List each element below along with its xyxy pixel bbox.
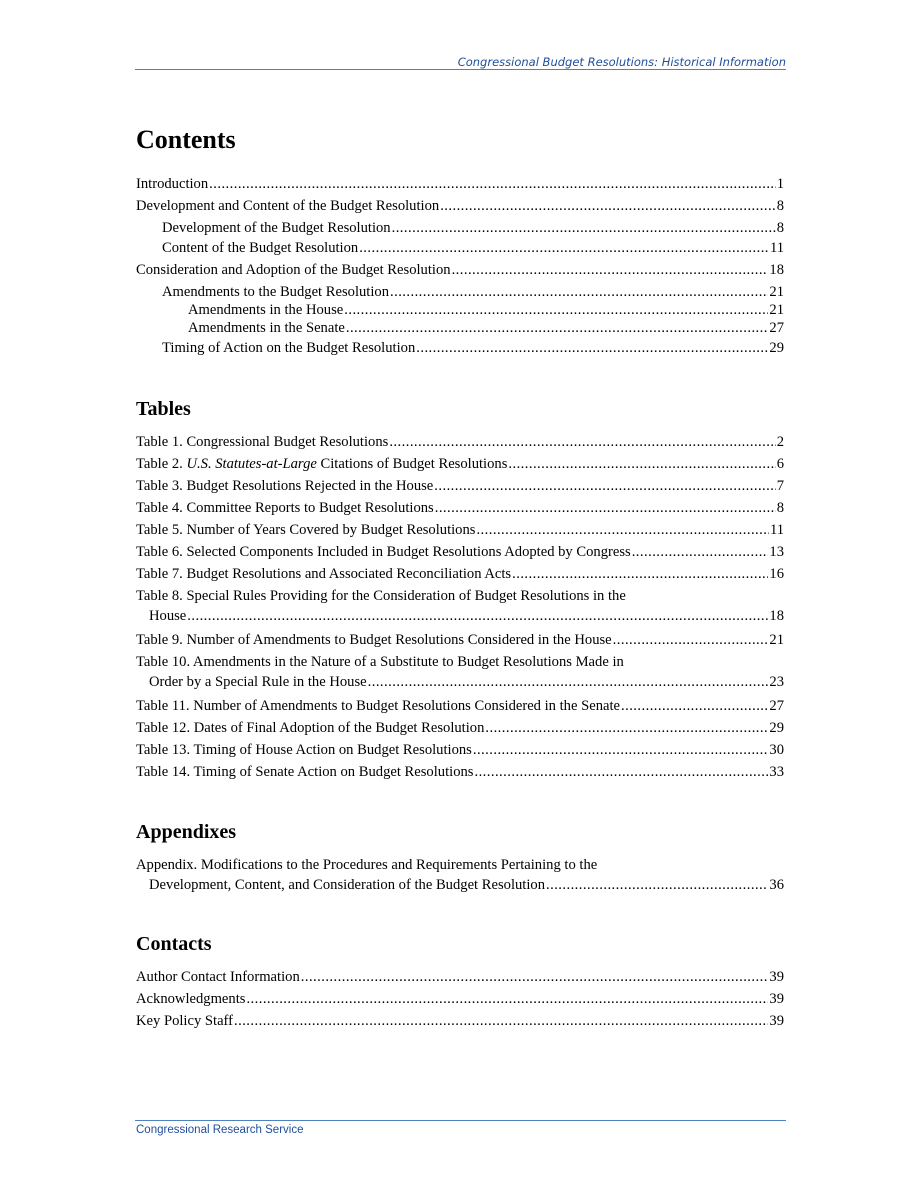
toc-entry-page: 8 [776,220,784,236]
toc-entry-text: Key Policy Staff [136,1013,234,1029]
tables-heading: Tables [136,398,191,420]
toc-entry-text: Appendix. Modifications to the Procedures and Requirements Pertaining to the [136,857,598,873]
toc-entry-text: Consideration and Adoption of the Budget Resolution [136,262,451,278]
toc-entry-text: Table 4. Committee Reports to Budget Resolutions [136,500,434,516]
toc-entry-table-10[interactable] [136,652,784,694]
toc-entry-text: Development of the Budget Resolution [162,220,391,236]
toc-entry-table-11[interactable] [136,696,784,718]
toc-entry-development[interactable] [136,218,784,238]
toc-entry-page: 18 [769,608,784,624]
contents-heading: Contents [136,125,236,154]
toc-entry-page: 21 [769,284,784,300]
toc-entry-page: 27 [769,698,784,714]
toc-entry-page: 8 [776,500,784,516]
toc-entry-text: Table 12. Dates of Final Adoption of the Budget Resolution [136,720,485,736]
toc-entry-introduction[interactable] [136,174,784,196]
header-rule [135,69,786,70]
toc-entry-page: 16 [769,566,784,582]
tables-list [136,432,784,784]
toc-entry-amendments-house[interactable] [136,301,784,319]
toc-entry-text: Table 7. Budget Resolutions and Associated Reconciliation Acts [136,566,512,582]
toc-entry-development-and-content[interactable] [136,196,784,218]
toc-entry-table-13[interactable] [136,740,784,762]
toc-entry-text: Table 2. U.S. Statutes-at-Large Citations of Budget Resolutions [136,456,508,472]
toc-entry-page: 21 [769,302,784,318]
toc-entry-text: Table 6. Selected Components Included in Budget Resolutions Adopted by Congress [136,544,631,560]
toc-entry-page: 2 [776,434,784,450]
toc-entry-page: 1 [776,176,784,192]
toc-entry-text: Table 10. Amendments in the Nature of a Substitute to Budget Resolutions Made in [136,654,624,670]
toc-entry-page: 11 [769,240,784,256]
running-header: Congressional Budget Resolutions: Historical Information [457,55,786,69]
toc-entry-page: 13 [769,544,784,560]
toc-entry-page: 23 [769,674,784,690]
toc-entry-text: Table 11. Number of Amendments to Budget Resolutions Considered in the Senate [136,698,621,714]
toc-entry-page: 6 [776,456,784,472]
toc-entry-text: Author Contact Information [136,969,300,985]
footer-rule [135,1120,786,1121]
toc-entry-table-5[interactable] [136,520,784,542]
toc-entry-text-continued: Development, Content, and Consideration of the Budget Resolution [149,877,545,893]
toc-entry-text-continued: House [149,608,187,624]
toc-entry-table-3[interactable] [136,476,784,498]
toc-entry-text: Table 8. Special Rules Providing for the Consideration of Budget Resolutions in the [136,588,626,604]
toc-entry-text: Table 9. Number of Amendments to Budget Resolutions Considered in the House [136,632,612,648]
toc-entry-consideration-and-adoption[interactable] [136,260,784,282]
toc-entry-text: Development and Content of the Budget Resolution [136,198,440,214]
toc-entry-table-9[interactable] [136,630,784,652]
toc-entry-page: 39 [769,969,784,985]
toc-entry-page: 39 [769,1013,784,1029]
toc-entry-text: Table 1. Congressional Budget Resolutions [136,434,389,450]
toc-entry-author-contact[interactable] [136,967,784,989]
toc-entry-table-8[interactable] [136,586,784,628]
toc-entry-page: 18 [769,262,784,278]
toc-entry-page: 8 [776,198,784,214]
toc-entry-text-continued: Order by a Special Rule in the House [149,674,367,690]
toc-entry-amendments[interactable] [136,282,784,301]
toc-entry-acknowledgments[interactable] [136,989,784,1011]
toc-entry-table-7[interactable] [136,564,784,586]
toc-entry-text: Table 5. Number of Years Covered by Budget Resolutions [136,522,476,538]
toc-entry-text: Acknowledgments [136,991,246,1007]
toc-entry-page: 27 [769,320,784,336]
toc-entry-table-6[interactable] [136,542,784,564]
toc-entry-text: Table 3. Budget Resolutions Rejected in the House [136,478,434,494]
toc-entry-page: 21 [769,632,784,648]
toc-entry-text: Table 14. Timing of Senate Action on Budget Resolutions [136,764,474,780]
toc-entry-key-policy-staff[interactable] [136,1011,784,1033]
toc-entry-page: 30 [769,742,784,758]
toc-entry-page: 7 [776,478,784,494]
toc-entry-content[interactable] [136,238,784,260]
toc-entry-text: Introduction [136,176,209,192]
toc-entry-page: 39 [769,991,784,1007]
toc-entry-page: 29 [769,340,784,356]
toc-entry-table-2[interactable] [136,454,784,476]
contacts-list [136,967,784,1033]
toc-entry-table-1[interactable] [136,432,784,454]
toc-entry-page: 36 [769,877,784,893]
toc-entry-text: Table 13. Timing of House Action on Budget Resolutions [136,742,472,758]
toc-entry-text: Timing of Action on the Budget Resolution [162,340,416,356]
toc-entry-text: Content of the Budget Resolution [162,240,359,256]
toc-entry-text: Amendments in the Senate [188,320,345,336]
toc-entry-timing[interactable] [136,338,784,358]
toc-entry-page: 33 [769,764,784,780]
appendixes-heading: Appendixes [136,821,237,843]
toc-entry-table-12[interactable] [136,718,784,740]
footer-text: Congressional Research Service [136,1124,304,1136]
toc-entry-page: 29 [769,720,784,736]
toc-entry-text: Amendments to the Budget Resolution [162,284,389,300]
appendixes-list [136,855,784,899]
toc-entry-table-4[interactable] [136,498,784,520]
toc-entry-appendix[interactable] [136,855,784,897]
toc-entry-text: Amendments in the House [188,302,344,318]
toc-entry-amendments-senate[interactable] [136,319,784,338]
toc-entry-table-14[interactable] [136,762,784,784]
contacts-heading: Contacts [136,933,212,955]
contents-list [136,174,784,358]
toc-entry-page: 11 [769,522,784,538]
